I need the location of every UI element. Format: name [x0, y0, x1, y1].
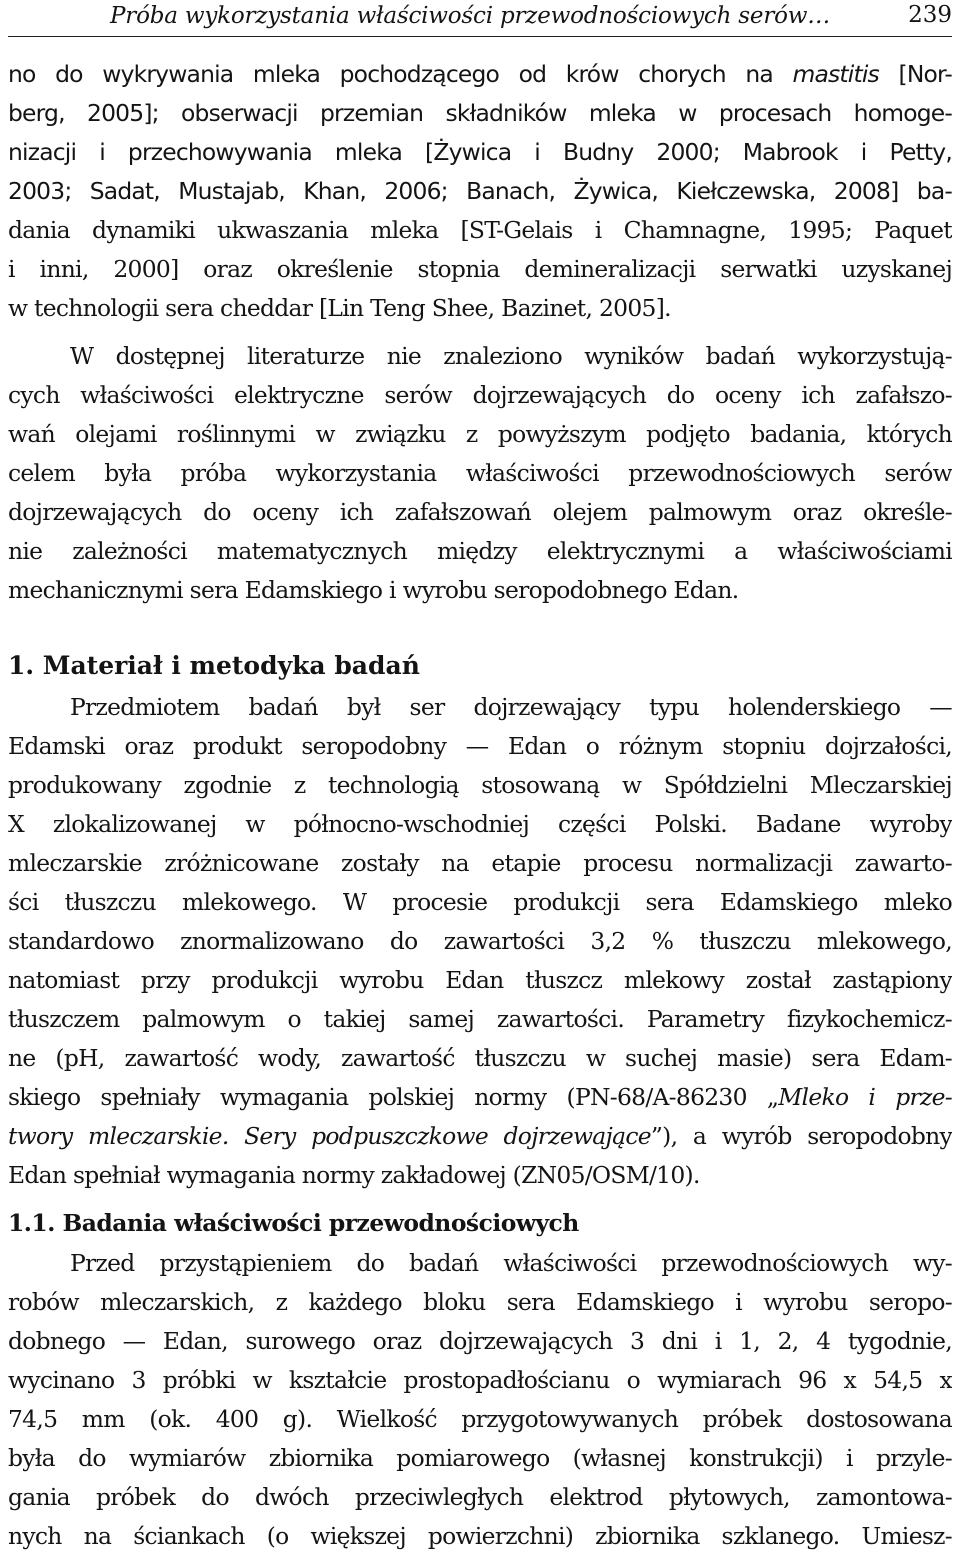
text-line: no do wykrywania mleka pochodzącego od krów chorych na mastitis [Nor- — [8, 60, 952, 88]
text-line: nych na ściankach (o większej powierzchni) zbiornika szklanego. Umiesz- — [8, 1522, 952, 1550]
text-line: była do wymiarów zbiornika pomiarowego (własnej konstrukcji) i przyle- — [8, 1444, 952, 1472]
text-line: dania dynamiki ukwaszania mleka [ST-Gelais i Chamnagne, 1995; Paquet — [8, 216, 952, 244]
text-line: twory mleczarskie. Sery podpuszczkowe dojrzewające”), a wyrób seropodobny — [8, 1122, 952, 1150]
text-line: cych właściwości elektryczne serów dojrzewających do oceny ich zafałszo- — [8, 381, 952, 409]
text-line: w technologii sera cheddar [Lin Teng Shee, Bazinet, 2005]. — [8, 294, 671, 322]
text-line: berg, 2005]; obserwacji przemian składników mleka w procesach homoge- — [8, 99, 952, 127]
text-line: Edan spełniał wymagania normy zakładowej (ZN05/OSM/10). — [8, 1161, 700, 1189]
text-line: 74,5 mm (ok. 400 g). Wielkość przygotowywanych próbek dostosowana — [8, 1405, 952, 1433]
subsection-heading: 1.1. Badania właściwości przewodnościowych — [8, 1209, 579, 1237]
text-line: gania próbek do dwóch przeciwległych elektrod płytowych, zamontowa- — [8, 1483, 952, 1511]
text-line: skiego spełniały wymagania polskiej normy (PN-68/A-86230 „Mleko i prze- — [8, 1083, 952, 1111]
text-line: celem była próba wykorzystania właściwości przewodnościowych serów — [8, 459, 952, 487]
text-line: mechanicznymi sera Edamskiego i wyrobu seropodobnego Edan. — [8, 576, 739, 604]
text-line: nizacji i przechowywania mleka [Żywica i Budny 2000; Mabrook i Petty, — [8, 138, 952, 166]
text-line: X zlokalizowanej w północno-wschodniej części Polski. Badane wyroby — [8, 810, 952, 838]
text-line: Przedmiotem badań był ser dojrzewający typu holenderskiego — — [70, 693, 952, 721]
page-number: 239 — [908, 2, 952, 28]
text-line: Przed przystąpieniem do badań właściwości przewodnościowych wy- — [70, 1249, 952, 1277]
text-line: W dostępnej literaturze nie znaleziono wyników badań wykorzystują- — [70, 342, 952, 370]
text-line: robów mleczarskich, z każdego bloku sera Edamskiego i wyrobu seropo- — [8, 1288, 952, 1316]
text-line: wań olejami roślinnymi w związku z powyższym podjęto badania, których — [8, 420, 952, 448]
text-line: ści tłuszczu mlekowego. W procesie produkcji sera Edamskiego mleko — [8, 888, 952, 916]
text-line: dobnego — Edan, surowego oraz dojrzewających 3 dni i 1, 2, 4 tygodnie, — [8, 1327, 952, 1355]
text-line: mleczarskie zróżnicowane zostały na etapie procesu normalizacji zawarto- — [8, 849, 952, 877]
text-line: nie zależności matematycznych między elektrycznymi a właściwościami — [8, 537, 952, 565]
text-line: standardowo znormalizowano do zawartości 3,2 % tłuszczu mlekowego, — [8, 927, 952, 955]
text-line: produkowany zgodnie z technologią stosowaną w Spółdzielni Mleczarskiej — [8, 771, 952, 799]
text-line: natomiast przy produkcji wyrobu Edan tłuszcz mlekowy został zastąpiony — [8, 966, 952, 994]
text-line: 2003; Sadat, Mustajab, Khan, 2006; Banach, Żywica, Kiełczewska, 2008] ba- — [8, 177, 952, 205]
text-line: wycinano 3 próbki w kształcie prostopadłościanu o wymiarach 96 x 54,5 x — [8, 1366, 952, 1394]
text-line: dojrzewających do oceny ich zafałszowań olejem palmowym oraz określe- — [8, 498, 952, 526]
running-title: Próba wykorzystania właściwości przewodnościowych serów… — [110, 3, 831, 29]
text-line: ne (pH, zawartość wody, zawartość tłuszczu w suchej masie) sera Edam- — [8, 1044, 952, 1072]
text-line: Edamski oraz produkt seropodobny — Edan o różnym stopniu dojrzałości, — [8, 732, 952, 760]
text-line: i inni, 2000] oraz określenie stopnia demineralizacji serwatki uzyskanej — [8, 255, 952, 283]
section-heading: 1. Materiał i metodyka badań — [8, 651, 420, 680]
running-header — [8, 0, 952, 37]
text-line: tłuszczem palmowym o takiej samej zawartości. Parametry fizykochemicz- — [8, 1005, 952, 1033]
